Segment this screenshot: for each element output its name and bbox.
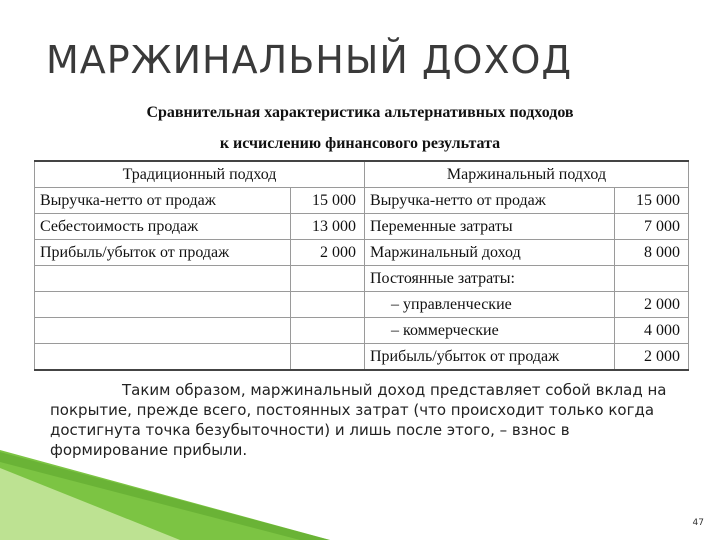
table-row <box>35 318 689 344</box>
cell-trad-label: Прибыль/убыток от продаж <box>35 240 291 266</box>
comparison-table <box>34 160 689 371</box>
green-wave-decoration <box>0 440 720 540</box>
cell-marg-value: 4 000 <box>615 318 689 344</box>
cell-trad-value <box>291 266 365 292</box>
cell-trad-label <box>35 292 291 318</box>
cell-marg-label: Выручка-нетто от продаж <box>365 188 615 214</box>
cell-marg-label: – коммерческие <box>365 318 615 344</box>
header-traditional: Традиционный подход <box>35 161 365 188</box>
cell-marg-value: 7 000 <box>615 214 689 240</box>
cell-marg-value <box>615 266 689 292</box>
table-row <box>35 292 689 318</box>
cell-trad-value: 13 000 <box>291 214 365 240</box>
cell-trad-label <box>35 318 291 344</box>
cell-marg-label: – управленческие <box>365 292 615 318</box>
cell-trad-value: 2 000 <box>291 240 365 266</box>
page-number: 47 <box>692 518 704 528</box>
cell-trad-value <box>291 344 365 371</box>
cell-marg-value: 2 000 <box>615 344 689 371</box>
slide-title: МАРЖИНАЛЬНЫЙ ДОХОД <box>46 38 573 82</box>
cell-trad-value <box>291 292 365 318</box>
cell-marg-label: Постоянные затраты: <box>365 266 615 292</box>
cell-marg-label: Маржинальный доход <box>365 240 615 266</box>
table-caption-line-1: Сравнительная характеристика альтернативных подходов <box>146 104 574 121</box>
cell-marg-label: Переменные затраты <box>365 214 615 240</box>
table-row <box>35 188 689 214</box>
cell-trad-label <box>35 266 291 292</box>
table-row <box>35 344 689 371</box>
table-row <box>35 240 689 266</box>
header-marginal: Маржинальный подход <box>365 161 689 188</box>
cell-marg-value: 2 000 <box>615 292 689 318</box>
cell-marg-value: 8 000 <box>615 240 689 266</box>
cell-trad-value: 15 000 <box>291 188 365 214</box>
cell-marg-label: Прибыль/убыток от продаж <box>365 344 615 371</box>
cell-trad-label: Себестоимость продаж <box>35 214 291 240</box>
cell-trad-label <box>35 344 291 371</box>
table-row <box>35 266 689 292</box>
body-text: Таким образом, маржинальный доход представляет собой вклад на покрытие, прежде всего, постоянных затрат (что происходит только когда достигнута точка безубыточности) и лишь после этого, – взнос в формирование прибыли. <box>50 381 667 459</box>
cell-trad-label: Выручка-нетто от продаж <box>35 188 291 214</box>
table-row <box>35 214 689 240</box>
table-header-row <box>35 161 689 188</box>
table-caption-line-2: к исчислению финансового результата <box>219 135 501 152</box>
cell-marg-value: 15 000 <box>615 188 689 214</box>
cell-trad-value <box>291 318 365 344</box>
